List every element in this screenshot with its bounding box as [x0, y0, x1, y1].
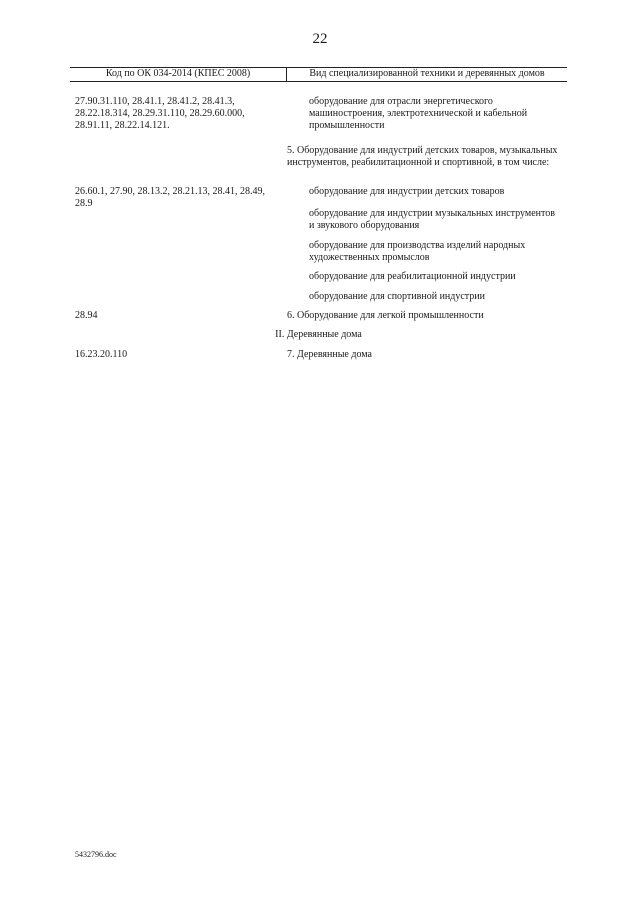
row-description: 7. Деревянные дома [287, 349, 372, 360]
header-type-column: Вид специализированной техники и деревянных домов [309, 68, 545, 79]
row-description: 6. Оборудование для легкой промышленности [287, 310, 484, 321]
row-description: оборудование для индустрии музыкальных инструментов и звукового оборудования [309, 208, 555, 231]
table-header-rule [70, 81, 567, 82]
row-description: оборудование для спортивной индустрии [309, 291, 485, 302]
footer-filename: 5432796.doc [75, 850, 117, 859]
row-description: оборудование для реабилитационной индустрии [309, 271, 516, 282]
row-code: 16.23.20.110 [75, 349, 128, 360]
row-description: оборудование для отрасли энергетического машиностроения, электротехнической и кабельной промышленности [309, 96, 528, 131]
row-description: оборудование для индустрии детских товаров [309, 186, 505, 197]
row-code: 26.60.1, 27.90, 28.13.2, 28.21.13, 28.41, 28.49, 28.9 [75, 186, 265, 209]
row-description: 5. Оборудование для индустрий детских товаров, музыкальных инструментов, реабилитационной и спортивной, в том числе: [287, 145, 558, 168]
row-code: 27.90.31.110, 28.41.1, 28.41.2, 28.41.3, 28.22.18.314, 28.29.31.110, 28.29.60.000, 28.91.11, 28.22.14.121. [75, 96, 245, 131]
header-code-column: Код по ОК 034-2014 (КПЕС 2008) [105, 68, 251, 79]
page-number: 22 [312, 31, 328, 47]
row-code: 28.94 [75, 310, 98, 321]
section-heading: II. Деревянные дома [275, 329, 362, 340]
row-description: оборудование для производства изделий народных художественных промыслов [309, 240, 526, 263]
